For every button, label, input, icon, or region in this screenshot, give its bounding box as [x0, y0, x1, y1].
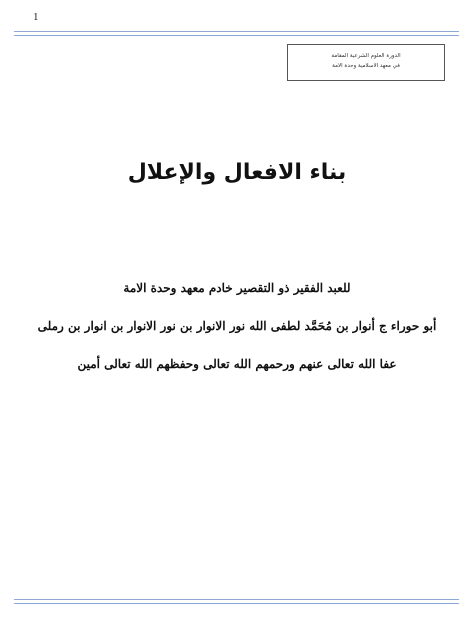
author-line-2: أبو حوراء ج أنوار بن مُحَمَّد لطفى الله نور الانوار بن نور الانوار بن انوار بن رملى — [37, 319, 437, 333]
page-number: 1 — [33, 11, 39, 23]
author-line-1: للعبد الفقير ذو التقصير خادم معهد وحدة الامة — [123, 281, 351, 295]
author-line-3: عفا الله تعالى عنهم ورحمهم الله تعالى وحفظهم الله تعالى أمين — [77, 357, 397, 371]
header-box — [287, 44, 445, 81]
header-box-line-2: في معهد الاسلامية وحدة الامة — [332, 63, 400, 69]
document-title: بناء الافعال والإعلال — [127, 160, 347, 185]
author-block — [20, 278, 454, 392]
header-rule — [14, 31, 459, 36]
header-box-line-1: الدورة العلوم الشرعية المقامة — [331, 53, 401, 59]
footer-rule — [14, 599, 459, 604]
